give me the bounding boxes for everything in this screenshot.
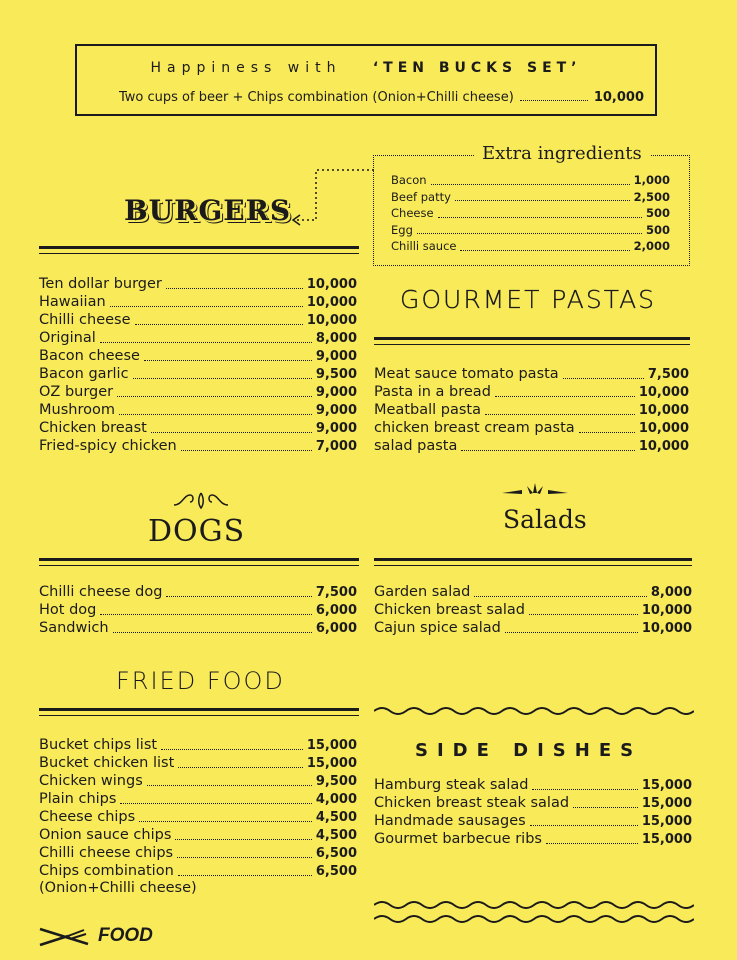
fried-food-list	[39, 736, 357, 880]
menu-item	[374, 401, 689, 419]
dot-leader	[530, 825, 638, 826]
promo-title-prefix: Happiness with	[150, 60, 342, 76]
menu-item	[39, 619, 357, 637]
menu-item-price: 9,000	[315, 403, 357, 418]
menu-item-price: 10,000	[641, 621, 692, 636]
dot-leader	[144, 360, 312, 361]
menu-item-price: 15,000	[641, 778, 692, 793]
menu-item-name: Chicken breast steak salad	[374, 795, 570, 811]
menu-item	[39, 365, 357, 383]
menu-item-name: Meat sauce tomato pasta	[374, 366, 559, 382]
menu-item	[39, 293, 357, 311]
dot-leader	[485, 414, 635, 415]
menu-item	[374, 419, 689, 437]
dogs-list	[39, 583, 357, 637]
menu-item-price: 15,000	[306, 738, 357, 753]
dot-leader	[151, 432, 312, 433]
wavy-divider	[374, 705, 694, 717]
connector-arrow-icon	[288, 168, 378, 228]
menu-item-name: Egg	[391, 222, 413, 237]
menu-item	[39, 772, 357, 790]
dot-leader	[455, 200, 630, 201]
burgers-heading: BURGERS	[124, 194, 292, 227]
menu-item	[39, 311, 357, 329]
dot-leader	[100, 614, 312, 615]
dot-leader	[175, 839, 311, 840]
menu-item-price: 6,000	[315, 603, 357, 618]
menu-item-price: 10,000	[306, 313, 357, 328]
menu-item	[374, 365, 689, 383]
menu-item-name: Chilli cheese dog	[39, 584, 163, 600]
menu-item	[39, 790, 357, 808]
menu-item-name: Garden salad	[374, 584, 471, 600]
menu-item	[374, 776, 692, 794]
menu-item-name: Onion sauce chips	[39, 827, 172, 843]
menu-item	[39, 844, 357, 862]
menu-item	[39, 736, 357, 754]
menu-item-name: OZ burger	[39, 384, 114, 400]
menu-item-price: 6,500	[315, 846, 357, 861]
dot-leader	[563, 378, 644, 379]
menu-item-name: Hamburg steak salad	[374, 777, 529, 793]
menu-item-price: 2,500	[633, 189, 670, 204]
menu-item-name: Plain chips	[39, 791, 117, 807]
section-rule	[374, 558, 692, 566]
dot-leader	[495, 396, 635, 397]
menu-item-price: 15,000	[306, 756, 357, 771]
menu-item-price: 4,500	[315, 810, 357, 825]
menu-item-name: Chilli cheese chips	[39, 845, 174, 861]
dot-leader	[120, 803, 311, 804]
menu-item-price: 10,000	[306, 295, 357, 310]
menu-item-price: 2,000	[633, 239, 670, 253]
dot-leader	[100, 342, 312, 343]
side-dishes-list	[374, 776, 692, 848]
salads-list	[374, 583, 692, 637]
menu-item	[391, 189, 670, 206]
menu-item	[39, 862, 357, 880]
menu-item	[374, 583, 692, 601]
dot-leader	[474, 596, 647, 597]
section-rule	[39, 558, 359, 566]
menu-item-name: Meatball pasta	[374, 402, 481, 418]
fork-knife-icon	[38, 926, 90, 948]
dot-leader	[178, 767, 303, 768]
menu-item	[374, 383, 689, 401]
menu-item-price: 7,500	[315, 585, 357, 600]
menu-item-name: Bucket chips list	[39, 737, 158, 753]
promo-title	[77, 60, 655, 76]
menu-item-name: Gourmet barbecue ribs	[374, 831, 542, 847]
menu-item-price: 500	[645, 206, 670, 220]
dot-leader	[139, 821, 312, 822]
menu-item-price: 4,000	[315, 792, 357, 807]
menu-item-name: salad pasta	[374, 438, 458, 454]
menu-item-name: Hawaiian	[39, 294, 106, 310]
dot-leader	[573, 807, 638, 808]
menu-item	[374, 601, 692, 619]
menu-item	[39, 401, 357, 419]
dot-leader	[178, 875, 312, 876]
menu-item-price: 10,000	[641, 603, 692, 618]
dot-leader	[438, 217, 642, 218]
menu-item-price: 10,000	[306, 277, 357, 292]
menu-item	[391, 205, 670, 222]
menu-item-price: 10,000	[638, 421, 689, 436]
salads-heading: Salads	[503, 505, 587, 534]
menu-item-price: 8,000	[315, 331, 357, 346]
menu-item	[391, 238, 670, 255]
menu-item	[39, 437, 357, 455]
menu-item-name: Bacon garlic	[39, 366, 129, 382]
side-dishes-heading: SIDE DISHES	[415, 740, 643, 761]
dot-leader	[166, 288, 303, 289]
dot-leader	[135, 324, 303, 325]
wavy-divider-double	[374, 898, 694, 926]
dot-leader	[133, 378, 312, 379]
menu-item-name: Mushroom	[39, 402, 115, 418]
dot-leader	[166, 596, 311, 597]
menu-item-price: 7,500	[647, 367, 689, 382]
promo-price: 10,000	[593, 90, 644, 105]
menu-item-name: Handmade sausages	[374, 813, 526, 829]
menu-item-name: Bucket chicken list	[39, 755, 175, 771]
menu-item-name: Chilli sauce	[391, 239, 457, 253]
menu-item-name: Cheese	[391, 206, 434, 220]
dot-leader	[147, 785, 312, 786]
menu-item	[39, 275, 357, 293]
fried-food-note: (Onion+Chilli cheese)	[39, 880, 197, 896]
dogs-heading: DOGS	[148, 514, 246, 549]
menu-item	[39, 808, 357, 826]
dot-leader	[161, 749, 303, 750]
menu-item-name: Chicken wings	[39, 773, 143, 789]
menu-item	[374, 437, 689, 455]
dot-leader	[532, 789, 637, 790]
menu-item-price: 10,000	[638, 403, 689, 418]
menu-item	[374, 794, 692, 812]
extra-ingredients-heading: Extra ingredients	[474, 143, 650, 164]
menu-item-name: Bacon cheese	[39, 348, 140, 364]
footer-food-label: FOOD	[98, 925, 153, 946]
dot-leader	[110, 306, 303, 307]
menu-item-price: 9,000	[315, 385, 357, 400]
ten-bucks-set-box	[75, 44, 657, 116]
dot-leader	[181, 450, 312, 451]
promo-item	[119, 90, 644, 105]
menu-item	[39, 583, 357, 601]
menu-item	[391, 172, 670, 189]
section-rule	[39, 246, 359, 254]
menu-item-name: Ten dollar burger	[39, 276, 162, 292]
menu-item-price: 6,500	[315, 864, 357, 879]
burgers-list	[39, 275, 357, 455]
menu-item-name: Original	[39, 330, 96, 346]
menu-item-name: Bacon	[391, 173, 427, 187]
dot-leader	[117, 396, 312, 397]
menu-item-price: 15,000	[641, 796, 692, 811]
menu-item-name: Sandwich	[39, 620, 109, 636]
menu-item-price: 15,000	[641, 814, 692, 829]
menu-item-price: 8,000	[650, 585, 692, 600]
menu-item-name: Pasta in a bread	[374, 384, 491, 400]
menu-item	[39, 754, 357, 772]
dot-leader	[505, 632, 638, 633]
promo-description: Two cups of beer + Chips combination (Onion+Chilli cheese)	[119, 90, 514, 105]
dot-leader	[579, 432, 635, 433]
menu-item-price: 9,500	[315, 367, 357, 382]
menu-item-price: 9,000	[315, 349, 357, 364]
menu-item-price: 4,500	[315, 828, 357, 843]
menu-item	[39, 826, 357, 844]
dot-leader	[177, 857, 312, 858]
menu-item-price: 10,000	[638, 439, 689, 454]
menu-item	[374, 619, 692, 637]
menu-item-price: 9,500	[315, 774, 357, 789]
dot-leader	[529, 614, 638, 615]
flourish-ornament-icon	[172, 490, 230, 512]
menu-item	[39, 601, 357, 619]
menu-item	[39, 347, 357, 365]
menu-item-price: 7,000	[315, 439, 357, 454]
menu-item-price: 1,000	[633, 173, 670, 187]
menu-item-name: Chilli cheese	[39, 312, 131, 328]
menu-item	[39, 419, 357, 437]
menu-item	[374, 812, 692, 830]
menu-item-name: Cheese chips	[39, 809, 136, 825]
dot-leader	[417, 233, 642, 234]
menu-item-price: 10,000	[638, 385, 689, 400]
dot-leader	[461, 450, 634, 451]
menu-item-name: Chips combination	[39, 863, 174, 879]
menu-item-price: 9,000	[315, 421, 357, 436]
menu-item-name: Chicken breast	[39, 420, 147, 436]
gourmet-pastas-heading: GOURMET PASTAS	[400, 285, 657, 314]
section-rule	[39, 708, 359, 716]
promo-title-highlight: ‘TEN BUCKS SET’	[372, 60, 582, 76]
menu-item-name: Hot dog	[39, 602, 97, 618]
dot-leader	[431, 184, 630, 185]
menu-item-name: Beef patty	[391, 189, 451, 204]
dot-leader	[460, 250, 629, 251]
menu-item-name: Fried-spicy chicken	[39, 438, 177, 454]
menu-item	[39, 329, 357, 347]
menu-item-price: 500	[645, 222, 670, 237]
sunburst-ornament-icon	[500, 481, 570, 501]
menu-item	[374, 830, 692, 848]
menu-item-price: 6,000	[315, 621, 357, 636]
dot-leader	[520, 100, 588, 101]
menu-item	[391, 222, 670, 239]
menu-item	[39, 383, 357, 401]
menu-item-name: Cajun spice salad	[374, 620, 501, 636]
menu-item-price: 15,000	[641, 832, 692, 847]
menu-item-name: chicken breast cream pasta	[374, 420, 575, 436]
dot-leader	[546, 843, 638, 844]
dot-leader	[113, 632, 312, 633]
dot-leader	[119, 414, 312, 415]
menu-item-name: Chicken breast salad	[374, 602, 525, 618]
section-rule	[374, 337, 690, 345]
fried-food-heading: FRIED FOOD	[116, 667, 285, 695]
extra-ingredients-list	[391, 172, 670, 255]
pastas-list	[374, 365, 689, 455]
